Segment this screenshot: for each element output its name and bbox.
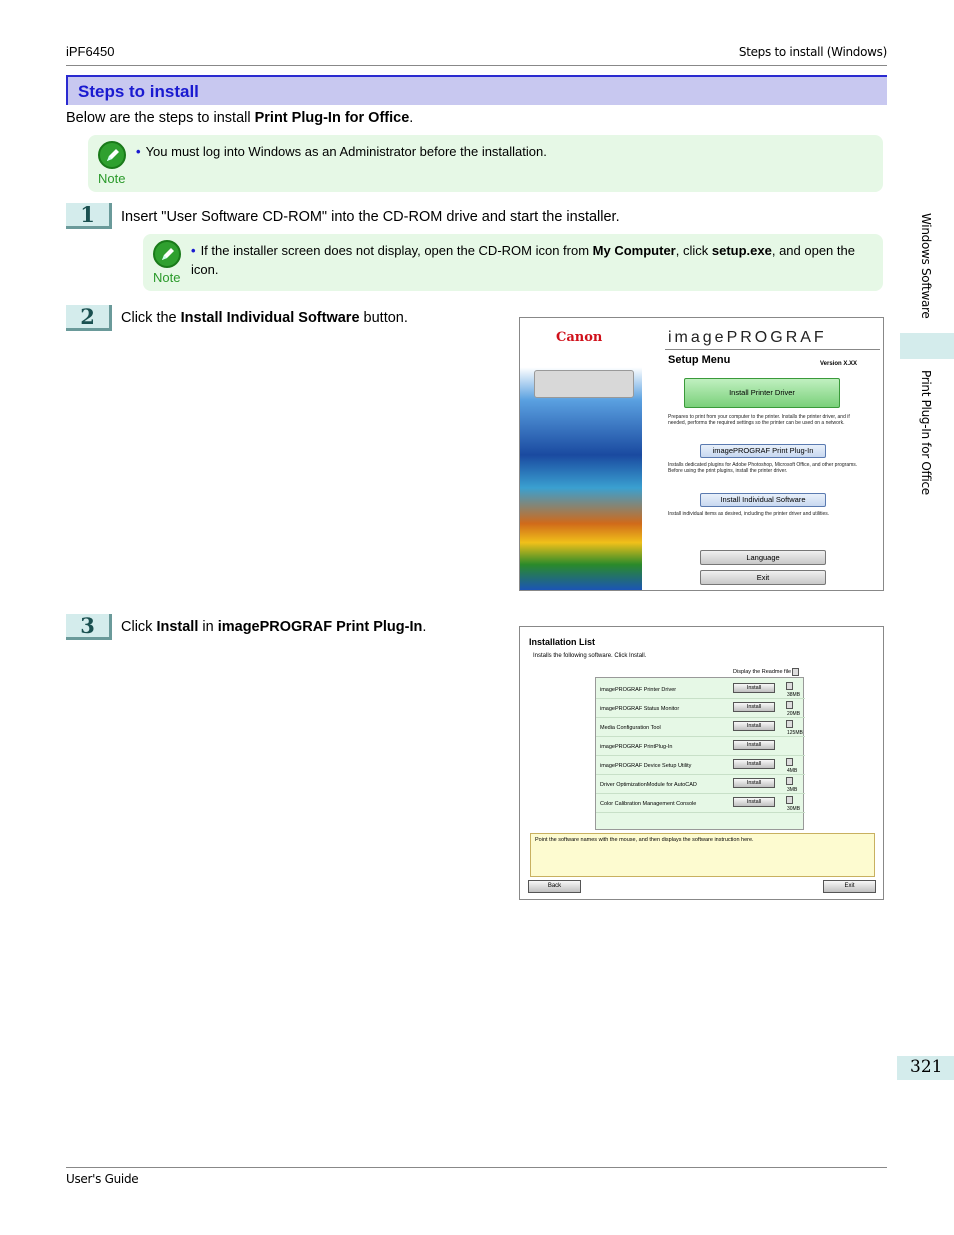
setup-exe-bold: setup.exe <box>711 243 772 258</box>
readme-doc-icon <box>792 668 799 676</box>
install-button[interactable]: Install <box>733 759 775 769</box>
individual-description: Install individual items as desired, including the printer driver and utilities. <box>668 511 830 517</box>
note-label: Note <box>153 270 181 285</box>
software-name: imagePROGRAF Device Setup Utility <box>600 763 692 769</box>
software-size: 38MB <box>787 692 801 698</box>
install-printer-driver-button[interactable]: Install Printer Driver <box>684 378 840 408</box>
software-size: 30MB <box>787 806 801 812</box>
note-text <box>191 241 871 279</box>
plugin-description: Installs dedicated plugins for Adobe Photoshop, Microsoft Office, and other programs. Before using the print plugins, install the printer driver. <box>668 462 858 474</box>
install-button[interactable]: Install <box>733 797 775 807</box>
section-title: Steps to install <box>78 82 199 101</box>
software-size: 20MB <box>787 711 801 717</box>
step-2-number: 2 <box>66 305 112 331</box>
instruction-panel <box>530 833 875 877</box>
note-text <box>136 142 547 161</box>
driver-description: Prepares to print from your computer to the printer. Installs the printer driver, and if needed, performs the required settings so the printer can be used on a network. <box>668 414 850 426</box>
step-3-bold-install: Install <box>156 619 199 635</box>
software-name: imagePROGRAF Status Monitor <box>600 706 680 712</box>
software-name: Color Calibration Management Console <box>600 801 697 807</box>
readme-doc-icon[interactable] <box>786 682 793 690</box>
readme-doc-icon[interactable] <box>786 720 793 728</box>
software-size: 4MB <box>787 768 798 774</box>
step-3-suffix: . <box>422 619 427 635</box>
software-size: 3MB <box>787 787 798 793</box>
note-pencil-icon <box>98 141 126 169</box>
readme-doc-icon[interactable] <box>786 796 793 804</box>
step-2-suffix: button. <box>359 310 408 326</box>
note-installer-text-3: , and open the icon. <box>191 243 855 277</box>
list-item <box>596 775 805 794</box>
list-item <box>596 756 805 775</box>
software-name: Media Configuration Tool <box>600 725 661 731</box>
step-3-bold-plugin: imagePROGRAF Print Plug-In <box>217 619 423 635</box>
readme-doc-icon[interactable] <box>786 758 793 766</box>
section-title-bar <box>66 75 887 105</box>
step-2-text <box>121 310 408 326</box>
step-2-prefix: Click the <box>121 310 181 326</box>
note-admin-text: You must log into Windows as an Administrator before the installation. <box>145 144 547 159</box>
software-name: Driver OptimizationModule for AutoCAD <box>600 782 697 788</box>
note-box-admin <box>88 135 883 192</box>
readme-doc-icon[interactable] <box>786 777 793 785</box>
software-list <box>595 677 804 830</box>
step-3-text <box>121 619 426 635</box>
side-tab-highlight <box>900 333 954 359</box>
bullet-icon: • <box>191 243 196 258</box>
side-tab-windows-software[interactable]: Windows Software <box>919 213 933 319</box>
note-installer-text-1: If the installer screen does not display, open the CD-ROM icon from <box>200 243 593 258</box>
page-number: 321 <box>897 1056 954 1080</box>
side-tab-print-plugin[interactable]: Print Plug-In for Office <box>919 370 933 495</box>
brand-divider <box>665 349 880 350</box>
list-item <box>596 680 805 699</box>
intro-prefix: Below are the steps to install <box>66 110 255 126</box>
canon-logo: Canon <box>556 330 603 345</box>
step-3-mid: in <box>198 619 218 635</box>
install-button[interactable]: Install <box>733 721 775 731</box>
bullet-icon: • <box>136 144 141 159</box>
instruction-text: Point the software names with the mouse, and then displays the software instruction here. <box>535 837 754 843</box>
list-item <box>596 718 805 737</box>
header-section: Steps to install (Windows) <box>738 45 887 59</box>
header-divider <box>66 65 887 66</box>
version-label: Version X.XX <box>820 361 858 367</box>
printer-illustration <box>534 370 634 398</box>
install-button[interactable]: Install <box>733 778 775 788</box>
note-box-installer <box>143 234 883 291</box>
installation-list-subtitle: Installs the following software. Click Install. <box>533 653 647 659</box>
print-plugin-button[interactable]: imagePROGRAF Print Plug-In <box>700 444 826 458</box>
printer-artwork <box>520 318 642 591</box>
list-item <box>596 794 805 813</box>
step-2-bold: Install Individual Software <box>180 310 360 326</box>
install-button[interactable]: Install <box>733 740 775 750</box>
intro-bold: Print Plug-In for Office <box>254 110 410 126</box>
list-item <box>596 699 805 718</box>
note-installer-text-2: , click <box>675 243 712 258</box>
setup-menu-title: Setup Menu <box>668 354 731 366</box>
exit-button[interactable]: Exit <box>823 880 876 893</box>
step-1-number: 1 <box>66 203 112 229</box>
step-3-prefix: Click <box>121 619 157 635</box>
note-label: Note <box>98 171 126 186</box>
step-1-text: Insert "User Software CD-ROM" into the CD-ROM drive and start the installer. <box>121 209 620 225</box>
intro-suffix: . <box>409 110 414 126</box>
setup-menu-screenshot <box>519 317 884 591</box>
software-name: imagePROGRAF PrintPlug-In <box>600 744 673 750</box>
exit-button[interactable]: Exit <box>700 570 826 585</box>
install-individual-software-button[interactable]: Install Individual Software <box>700 493 826 507</box>
install-button[interactable]: Install <box>733 702 775 712</box>
installation-list-title: Installation List <box>529 637 596 647</box>
my-computer-bold: My Computer <box>592 243 676 258</box>
list-item <box>596 737 805 756</box>
footer-title: User's Guide <box>66 1172 139 1186</box>
brand-title: imagePROGRAF <box>668 329 827 346</box>
install-button[interactable]: Install <box>733 683 775 693</box>
header-model: iPF6450 <box>66 44 115 59</box>
software-name: imagePROGRAF Printer Driver <box>600 687 677 693</box>
readme-doc-icon[interactable] <box>786 701 793 709</box>
note-pencil-icon <box>153 240 181 268</box>
step-3-number: 3 <box>66 614 112 640</box>
back-button[interactable]: Back <box>528 880 581 893</box>
installation-list-screenshot <box>519 626 884 900</box>
footer-divider <box>66 1167 887 1168</box>
software-size: 125MB <box>787 730 803 736</box>
intro-paragraph <box>66 110 413 126</box>
readme-label: Display the Readme file <box>733 669 792 675</box>
language-button[interactable]: Language <box>700 550 826 565</box>
